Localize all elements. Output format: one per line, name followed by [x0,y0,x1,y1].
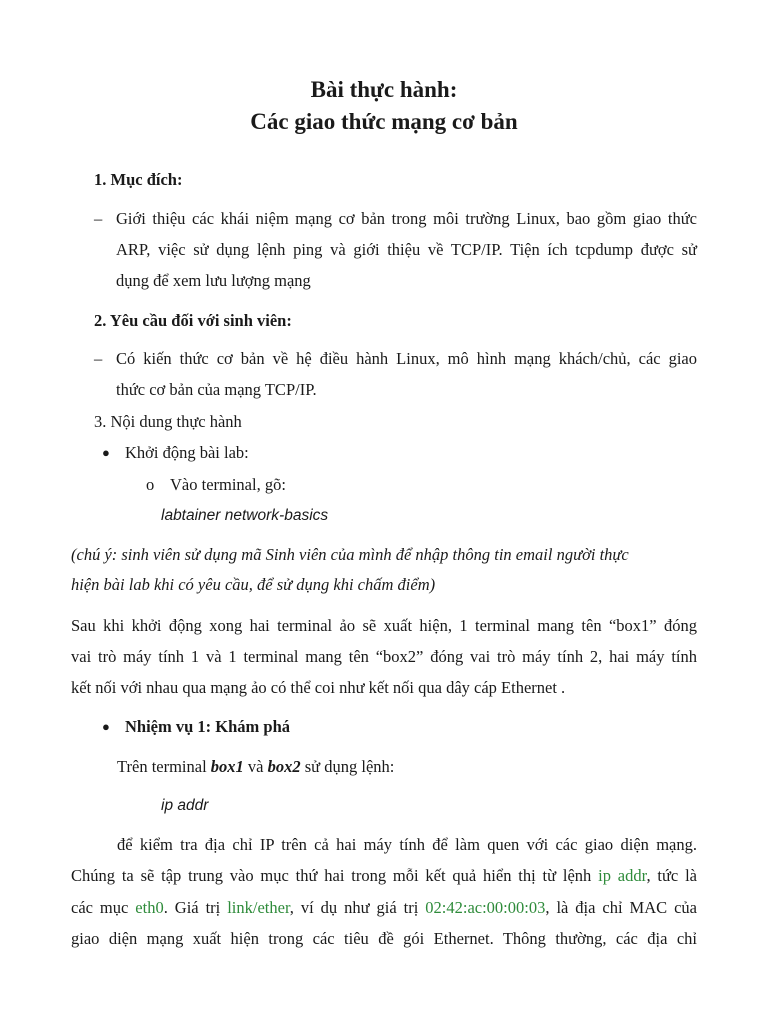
task1-heading: Nhiệm vụ 1: Khám phá [125,717,291,736]
para2-line-1: để kiểm tra địa chỉ IP trên cả hai máy tính để làm quen với các giao diện mạng. [117,835,697,854]
para2-line-3 [71,898,697,918]
title-line-2: Các giao thức mạng cơ bản [250,109,518,134]
dash-marker: – [94,349,103,368]
task1-intro-pre: Trên terminal [117,757,211,776]
bullet-marker: ● [102,445,110,460]
box1-label: box1 [210,757,244,776]
section-1-line-3: dụng để xem lưu lượng mạng [116,271,311,290]
section-2-line-2: thức cơ bản của mạng TCP/IP. [116,380,317,399]
section-2-heading: 2. Yêu cầu đối với sinh viên: [94,311,292,330]
section-1-line-1: Giới thiệu các khái niệm mạng cơ bản trong môi trường Linux, bao gồm giao thức [116,209,697,228]
task1-intro-and: và [243,757,268,776]
para2-line-3-mid2: , ví dụ như giá trị [289,898,426,917]
section-3-heading: 3. Nội dung thực hành [94,412,242,431]
para2-line-3-mid1: . Giá trị [163,898,228,917]
para2-line-2 [71,866,697,886]
terminal-label: Vào terminal, gõ: [170,475,286,494]
start-lab-label: Khởi động bài lab: [125,443,249,462]
para2-line-4: giao diện mạng xuất hiện trong các tiêu đề gói Ethernet. Thông thường, các địa chỉ [71,929,697,948]
code-link-ether: link/ether [227,898,290,917]
ip-addr-command: ip addr [161,797,209,814]
para2-line-2-post: , tức là [646,866,697,885]
box2-label: box2 [267,757,301,776]
dash-marker: – [94,209,103,228]
note-line-1: (chú ý: sinh viên sử dụng mã Sinh viên của mình để nhập thông tin email người thực [71,545,629,564]
task1-intro [117,757,394,777]
para2-line-3-pre: các mục [71,898,136,917]
lab-command: labtainer network-basics [161,507,329,524]
bullet-marker: ● [102,719,110,734]
code-ip-addr: ip addr [598,866,647,885]
para2-line-2-pre: Chúng ta sẽ tập trung vào mục thứ hai trong mỗi kết quả hiển thị từ lệnh [71,866,599,885]
section-1-line-2: ARP, việc sử dụng lệnh ping và giới thiệu về TCP/IP. Tiện ích tcpdump được sử [116,240,697,259]
code-eth0: eth0 [135,898,164,917]
section-2-line-1: Có kiến thức cơ bản về hệ điều hành Linux, mô hình mạng khách/chủ, các giao [116,349,697,368]
para1-line-2: vai trò máy tính 1 và 1 terminal mang tên “box2” đóng vai trò máy tính 2, hai máy tính [71,647,697,666]
task1-intro-post: sử dụng lệnh: [300,757,395,776]
section-1-heading: 1. Mục đích: [94,170,183,189]
para1-line-3: kết nối với nhau qua mạng ảo có thể coi như kết nối qua dây cáp Ethernet . [71,678,566,697]
code-mac-value: 02:42:ac:00:00:03 [425,898,546,917]
title-line-1: Bài thực hành: [310,77,458,102]
note-line-2: hiện bài lab khi có yêu cầu, để sử dụng khi chấm điểm) [71,575,436,594]
sub-bullet-marker: o [146,475,155,494]
para1-line-1: Sau khi khởi động xong hai terminal ảo sẽ xuất hiện, 1 terminal mang tên “box1” đóng [71,616,697,635]
para2-line-3-post: , là địa chỉ MAC của [545,898,697,917]
